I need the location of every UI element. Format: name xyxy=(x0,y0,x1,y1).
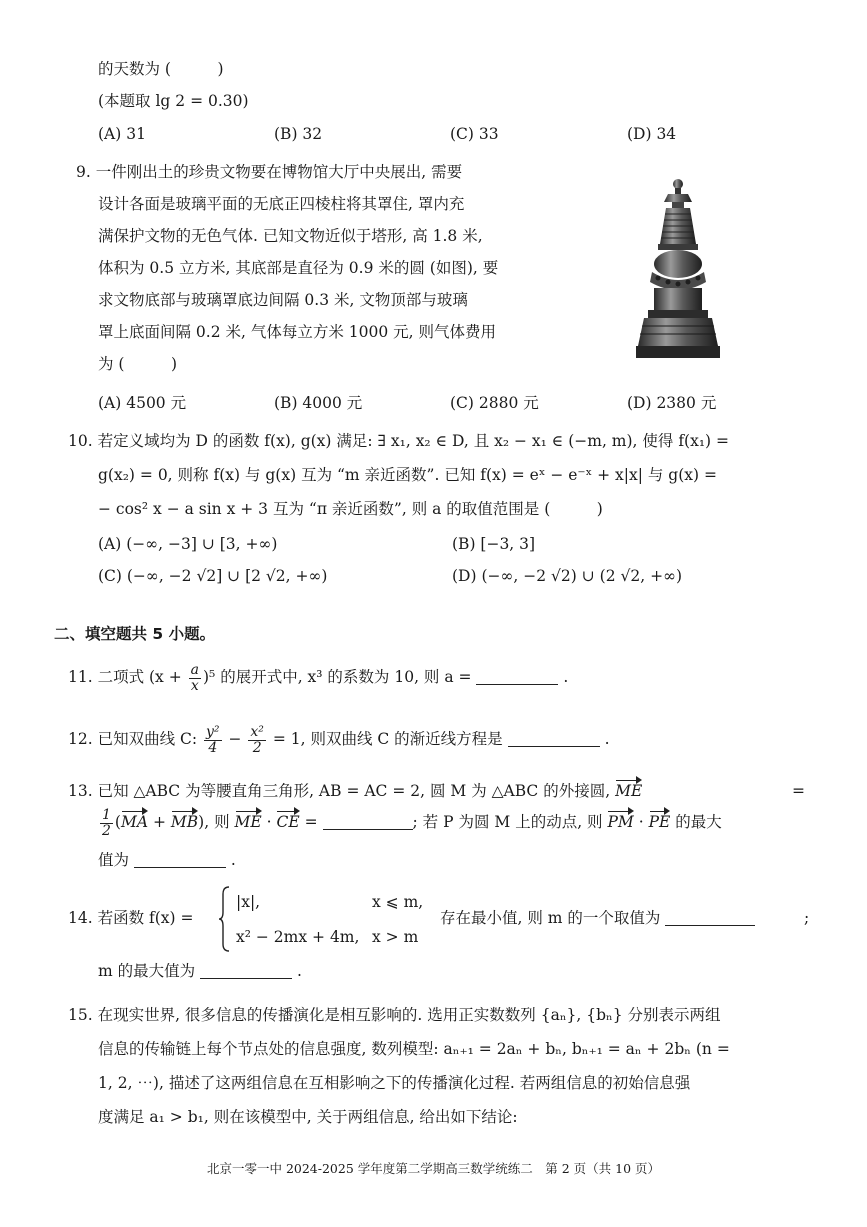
question-11 xyxy=(68,663,568,693)
q11-end: . xyxy=(563,668,569,687)
q12-fraction-1 xyxy=(204,725,222,755)
q9-option-d: (D) 2380 元 xyxy=(627,394,717,412)
q11-frac-num: a xyxy=(190,662,199,678)
q14-text-2: m 的最大值为 xyxy=(98,962,196,980)
q10-line-3: − cos² x − a sin x + 3 互为 “π 亲近函数”, 则 a 的取值范围是 ( ) xyxy=(98,500,603,518)
q13-paren-open: ( xyxy=(114,813,121,832)
piecewise-brace-icon xyxy=(218,886,230,952)
q12-frac1-num: y² xyxy=(206,724,220,740)
q14-line-2 xyxy=(98,962,302,981)
q13-eq-2: = xyxy=(299,813,318,832)
q9-line-3: 满保护文物的无色气体. 已知文物近似于塔形, 高 1.8 米, xyxy=(98,227,483,245)
q8-continuation: 的天数为 ( ) xyxy=(98,60,224,78)
q12-prefix: 12. 已知双曲线 C: xyxy=(68,730,203,749)
q14-case-2-cond: x > m xyxy=(372,928,419,946)
q9-line-5: 求文物底部与玻璃罩底边间隔 0.3 米, 文物顶部与玻璃 xyxy=(98,291,468,309)
q9-option-a: (A) 4500 元 xyxy=(98,394,187,412)
q13-dot-2: · xyxy=(633,813,649,832)
q15-line-1: 15. 在现实世界, 很多信息的传播演化是相互影响的. 选用正实数数列 {aₙ}, {bₙ} 分别表示两组 xyxy=(68,1006,721,1024)
q15-line-3: 1, 2, ⋯), 描述了这两组信息在互相影响之下的传播演化过程. 若两组信息的初始信息强 xyxy=(98,1074,691,1092)
q13-end: . xyxy=(230,851,236,869)
q13-vector-ce: CE xyxy=(276,813,300,832)
q13-dot: · xyxy=(261,813,277,832)
q13-vector-pm: PM xyxy=(607,813,634,832)
q13-line-1 xyxy=(68,782,642,801)
q13-eq-sign: = xyxy=(792,782,805,800)
q12-frac2-den: 2 xyxy=(252,739,262,756)
q12-suffix: = 1, 则双曲线 C 的渐近线方程是 xyxy=(267,730,503,749)
q13-line-2 xyxy=(98,808,722,838)
section-heading-fill-in: 二、填空题共 5 小题。 xyxy=(54,625,216,643)
q14-suffix-line xyxy=(440,909,755,928)
q8-option-b: (B) 32 xyxy=(274,125,323,143)
q14-case-1-expr: |x|, xyxy=(236,893,261,911)
q9-option-b: (B) 4000 元 xyxy=(274,394,363,412)
question-12 xyxy=(68,725,610,755)
q13-text-3: 值为 xyxy=(98,851,130,869)
q13-answer-blank-1[interactable] xyxy=(323,814,413,831)
q15-line-4: 度满足 a₁ > b₁, 则在该模型中, 关于两组信息, 给出如下结论: xyxy=(98,1108,518,1126)
q13-text-post: ; 若 P 为圆 M 上的动点, 则 xyxy=(412,813,603,832)
q13-half-den: 2 xyxy=(102,822,111,839)
q8-option-a: (A) 31 xyxy=(98,125,146,143)
q10-option-c: (C) (−∞, −2 √2] ∪ [2 √2, +∞) xyxy=(98,567,328,585)
page-footer: 北京一零一中 2024-2025 学年度第二学期高三数学统练二 第 2 页（共 10 页） xyxy=(206,1161,661,1176)
q10-line-1: 10. 若定义域均为 D 的函数 f(x), g(x) 满足: ∃ x₁, x₂ ∈ D, 且 x₂ − x₁ ∈ (−m, m), 使得 f(x₁) = xyxy=(68,432,730,450)
q13-vector-me-2: ME xyxy=(234,813,262,832)
q14-answer-blank-1[interactable] xyxy=(665,910,755,927)
q13-line-3 xyxy=(98,851,236,870)
q10-option-b: (B) [−3, 3] xyxy=(452,535,536,553)
q14-answer-blank-2[interactable] xyxy=(200,963,292,980)
q12-frac1-den: 4 xyxy=(208,739,218,756)
q9-option-c: (C) 2880 元 xyxy=(450,394,539,412)
q14-case-1-cond: x ⩽ m, xyxy=(372,893,424,911)
q12-answer-blank[interactable] xyxy=(508,731,600,748)
q11-prefix: 11. 二项式 (x + xyxy=(68,668,187,687)
q10-option-a: (A) (−∞, −3] ∪ [3, +∞) xyxy=(98,535,278,553)
q14-separator: ; xyxy=(804,909,810,927)
q13-answer-blank-2[interactable] xyxy=(134,852,226,869)
q9-line-4: 体积为 0.5 立方米, 其底部是直径为 0.9 米的圆 (如图), 要 xyxy=(98,259,499,277)
q13-half-num: 1 xyxy=(102,807,111,823)
q13-text-1: 13. 已知 △ABC 为等腰直角三角形, AB = AC = 2, 圆 M 为 △ABC 的外接圆, xyxy=(68,782,611,800)
q10-option-d: (D) (−∞, −2 √2) ∪ (2 √2, +∞) xyxy=(452,567,683,585)
q13-text-mid: ), 则 xyxy=(198,813,235,832)
q8-note: (本题取 lg 2 = 0.30) xyxy=(98,92,249,110)
q12-minus: − xyxy=(223,730,247,749)
q14-end: . xyxy=(297,962,302,980)
q14-case-2-expr: x² − 2mx + 4m, xyxy=(236,928,360,946)
q13-vector-mb: MB xyxy=(170,813,199,832)
q13-text-end: 的最大 xyxy=(670,813,722,832)
q13-vector-pe: PE xyxy=(648,813,671,832)
q9-line-1: 9. 一件刚出土的珍贵文物要在博物馆大厅中央展出, 需要 xyxy=(76,163,463,181)
q8-option-d: (D) 34 xyxy=(627,125,677,143)
q13-half xyxy=(100,808,113,838)
q14-suffix: 存在最小值, 则 m 的一个取值为 xyxy=(440,909,661,927)
q15-line-2: 信息的传输链上每个节点处的信息强度, 数列模型: aₙ₊₁ = 2aₙ + bₙ, bₙ₊₁ = aₙ + 2bₙ (n = xyxy=(98,1040,730,1058)
q14-prefix: 14. 若函数 f(x) = xyxy=(68,909,194,927)
q11-frac-den: x xyxy=(190,677,199,694)
q13-vector-me: ME xyxy=(615,782,643,800)
q11-answer-blank[interactable] xyxy=(476,669,558,686)
q9-line-2: 设计各面是玻璃平面的无底正四棱柱将其罩住, 罩内充 xyxy=(98,195,465,213)
q11-fraction xyxy=(189,663,201,693)
pagoda-artifact-image xyxy=(636,178,720,362)
q10-line-2: g(x₂) = 0, 则称 f(x) 与 g(x) 互为 “m 亲近函数”. 已知 f(x) = eˣ − e⁻ˣ + x|x| 与 g(x) = xyxy=(98,466,717,484)
q11-suffix: )⁵ 的展开式中, x³ 的系数为 10, 则 a = xyxy=(203,668,472,687)
q12-frac2-num: x² xyxy=(250,724,264,740)
q12-end: . xyxy=(604,730,610,749)
q12-fraction-2 xyxy=(248,725,266,755)
q13-plus: + xyxy=(148,813,171,832)
q8-option-c: (C) 33 xyxy=(450,125,499,143)
q9-line-6: 罩上底面间隔 0.2 米, 气体每立方米 1000 元, 则气体费用 xyxy=(98,323,497,341)
q13-vector-ma: MA xyxy=(120,813,149,832)
q9-line-7: 为 ( ) xyxy=(98,355,178,373)
